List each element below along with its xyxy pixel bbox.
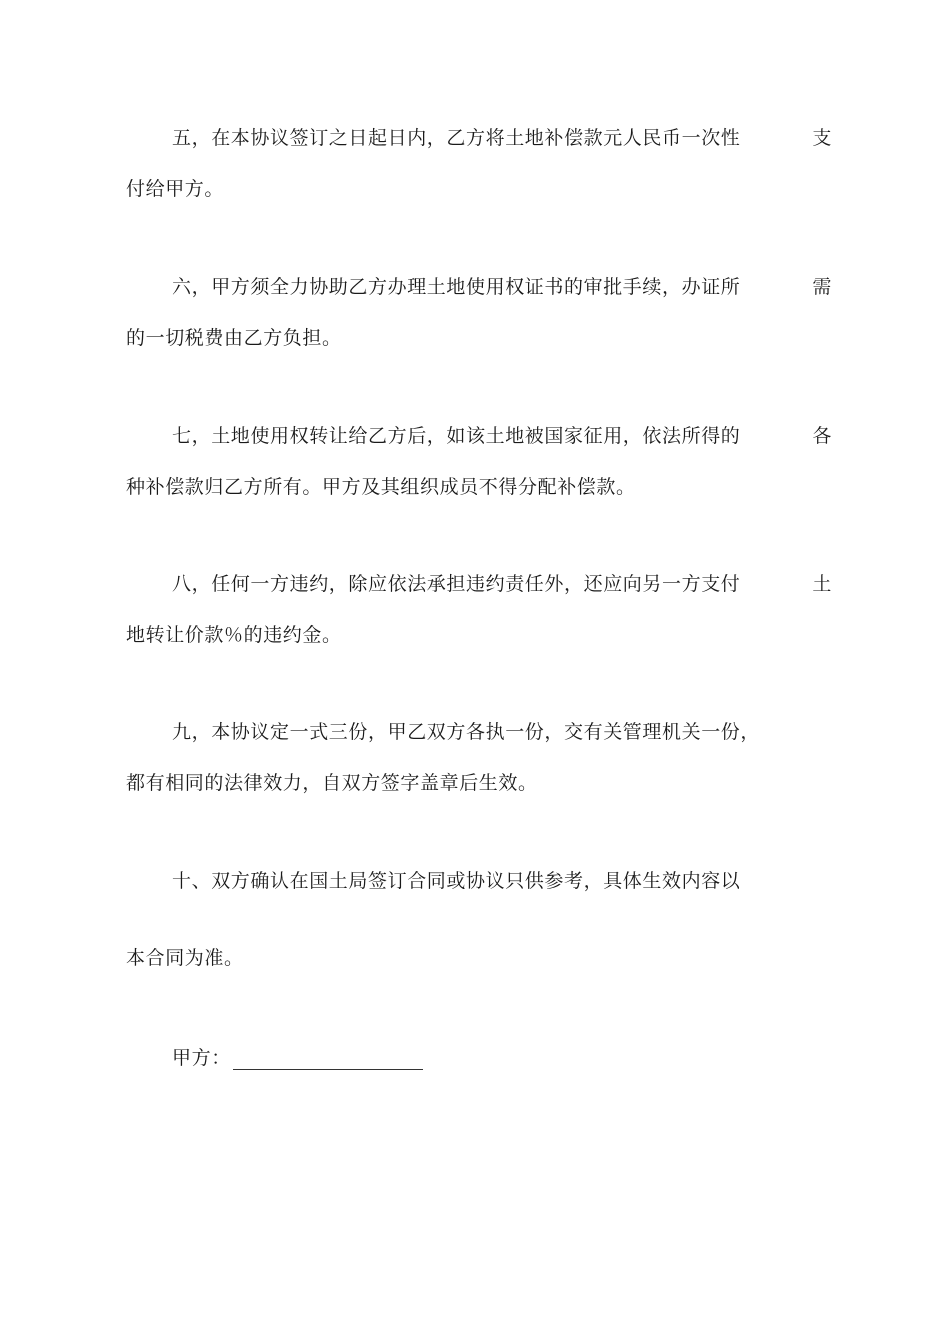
clause-10-line-1: 十、双方确认在国土局签订合同或协议只供参考，具体生效内容以 xyxy=(172,870,741,892)
clause-6-line-2: 的一切税费由乙方负担。 xyxy=(126,327,342,349)
clause-8-line-1 xyxy=(172,572,832,596)
clause-8-tail: 土 xyxy=(812,573,832,595)
party-a-label: 甲方： xyxy=(172,1047,231,1069)
clause-9-line-2: 都有相同的法律效力，自双方签字盖章后生效。 xyxy=(126,772,538,794)
clause-6-text: 六，甲方须全力协助乙方办理土地使用权证书的审批手续，办证所 xyxy=(172,276,741,298)
clause-5-line-2: 付给甲方。 xyxy=(126,178,225,200)
clause-10-line-2: 本合同为准。 xyxy=(126,947,244,969)
clause-8-text: 八，任何一方违约，除应依法承担违约责任外，还应向另一方支付 xyxy=(172,573,741,595)
clause-5-tail: 支 xyxy=(812,127,832,149)
clause-9-line-1: 九，本协议定一式三份，甲乙双方各执一份，交有关管理机关一份， xyxy=(172,721,761,743)
clause-7-tail: 各 xyxy=(812,425,832,447)
clause-7-text: 七，土地使用权转让给乙方后，如该土地被国家征用，依法所得的 xyxy=(172,425,741,447)
party-a-signature xyxy=(172,1046,423,1070)
clause-5-line-1 xyxy=(172,126,832,150)
clause-7-line-1 xyxy=(172,424,832,448)
clause-8-line-2: 地转让价款％的违约金。 xyxy=(126,624,342,646)
party-a-signature-blank xyxy=(233,1049,423,1070)
clause-7-line-2: 种补偿款归乙方所有。甲方及其组织成员不得分配补偿款。 xyxy=(126,476,636,498)
clause-6-tail: 需 xyxy=(812,276,832,298)
clause-5-text: 五，在本协议签订之日起日内，乙方将土地补偿款元人民币一次性 xyxy=(172,127,741,149)
clause-6-line-1 xyxy=(172,275,832,299)
